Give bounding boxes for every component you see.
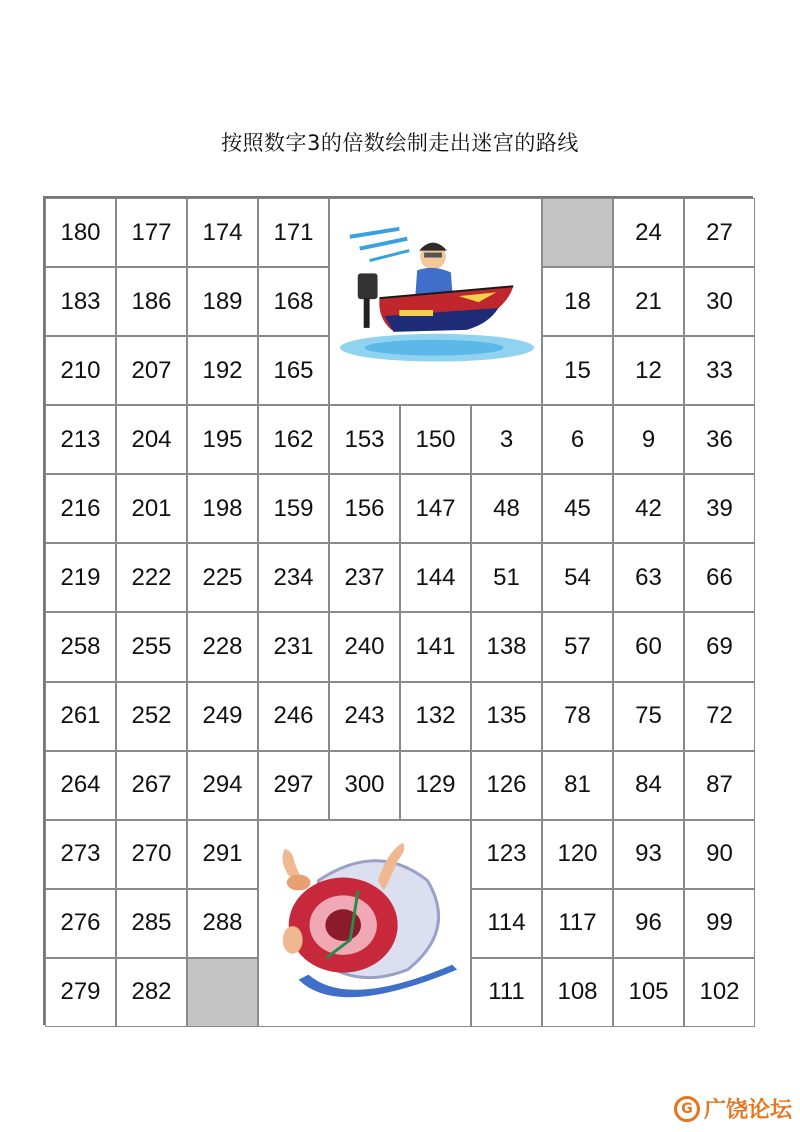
maze-cell[interactable]: 78 [542, 682, 613, 751]
maze-cell[interactable]: 192 [187, 336, 258, 405]
maze-cell[interactable]: 183 [45, 267, 116, 336]
maze-cell[interactable]: 141 [400, 612, 471, 681]
maze-cell[interactable]: 159 [258, 474, 329, 543]
maze-cell[interactable]: 288 [187, 889, 258, 958]
maze-cell[interactable]: 270 [116, 820, 187, 889]
maze-cell[interactable]: 72 [684, 682, 755, 751]
maze-cell[interactable]: 75 [613, 682, 684, 751]
maze-cell[interactable]: 300 [329, 751, 400, 820]
maze-cell[interactable]: 3 [471, 405, 542, 474]
maze-cell[interactable]: 135 [471, 682, 542, 751]
maze-cell[interactable]: 252 [116, 682, 187, 751]
maze-cell[interactable]: 189 [187, 267, 258, 336]
maze-cell[interactable]: 18 [542, 267, 613, 336]
maze-cell[interactable]: 69 [684, 612, 755, 681]
maze-cell[interactable]: 276 [45, 889, 116, 958]
site-logo [674, 1093, 792, 1124]
maze-cell[interactable]: 117 [542, 889, 613, 958]
maze-cell[interactable]: 24 [613, 198, 684, 267]
maze-cell[interactable]: 174 [187, 198, 258, 267]
maze-cell[interactable]: 66 [684, 543, 755, 612]
maze-cell[interactable]: 60 [613, 612, 684, 681]
maze-cell[interactable]: 54 [542, 543, 613, 612]
maze-grid [43, 196, 753, 1025]
maze-cell[interactable]: 249 [187, 682, 258, 751]
maze-cell[interactable]: 168 [258, 267, 329, 336]
maze-cell[interactable]: 186 [116, 267, 187, 336]
maze-cell[interactable]: 39 [684, 474, 755, 543]
maze-cell[interactable]: 264 [45, 751, 116, 820]
maze-cell[interactable]: 84 [613, 751, 684, 820]
maze-cell[interactable]: 87 [684, 751, 755, 820]
maze-cell[interactable]: 255 [116, 612, 187, 681]
maze-cell[interactable]: 42 [613, 474, 684, 543]
maze-cell[interactable]: 36 [684, 405, 755, 474]
maze-cell[interactable]: 204 [116, 405, 187, 474]
maze-cell[interactable]: 48 [471, 474, 542, 543]
maze-cell[interactable]: 162 [258, 405, 329, 474]
maze-cell[interactable]: 240 [329, 612, 400, 681]
maze-cell[interactable]: 45 [542, 474, 613, 543]
maze-cell[interactable]: 99 [684, 889, 755, 958]
maze-cell[interactable]: 150 [400, 405, 471, 474]
maze-cell[interactable]: 6 [542, 405, 613, 474]
maze-cell[interactable]: 21 [613, 267, 684, 336]
maze-cell[interactable]: 213 [45, 405, 116, 474]
tube-rider-picture [258, 820, 471, 1027]
maze-cell[interactable]: 120 [542, 820, 613, 889]
maze-cell[interactable]: 138 [471, 612, 542, 681]
maze-cell[interactable]: 219 [45, 543, 116, 612]
maze-cell[interactable]: 144 [400, 543, 471, 612]
maze-cell[interactable]: 111 [471, 958, 542, 1027]
maze-cell[interactable]: 231 [258, 612, 329, 681]
maze-cell[interactable]: 237 [329, 543, 400, 612]
maze-cell[interactable]: 198 [187, 474, 258, 543]
maze-cell[interactable]: 123 [471, 820, 542, 889]
maze-cell[interactable]: 129 [400, 751, 471, 820]
maze-cell[interactable]: 96 [613, 889, 684, 958]
maze-cell[interactable]: 15 [542, 336, 613, 405]
maze-cell[interactable]: 108 [542, 958, 613, 1027]
maze-cell[interactable]: 258 [45, 612, 116, 681]
maze-cell[interactable]: 81 [542, 751, 613, 820]
maze-cell[interactable]: 105 [613, 958, 684, 1027]
maze-cell[interactable]: 210 [45, 336, 116, 405]
maze-cell[interactable]: 291 [187, 820, 258, 889]
maze-cell[interactable]: 51 [471, 543, 542, 612]
maze-cell[interactable]: 273 [45, 820, 116, 889]
maze-cell[interactable]: 285 [116, 889, 187, 958]
maze-cell[interactable]: 30 [684, 267, 755, 336]
maze-cell[interactable]: 177 [116, 198, 187, 267]
maze-cell[interactable]: 222 [116, 543, 187, 612]
maze-cell[interactable]: 132 [400, 682, 471, 751]
maze-cell[interactable]: 153 [329, 405, 400, 474]
maze-cell[interactable]: 294 [187, 751, 258, 820]
maze-gray-cell[interactable] [187, 958, 258, 1027]
maze-cell[interactable]: 63 [613, 543, 684, 612]
maze-cell[interactable]: 180 [45, 198, 116, 267]
maze-cell[interactable]: 216 [45, 474, 116, 543]
maze-cell[interactable]: 171 [258, 198, 329, 267]
maze-cell[interactable]: 165 [258, 336, 329, 405]
maze-cell[interactable]: 156 [329, 474, 400, 543]
maze-cell[interactable]: 147 [400, 474, 471, 543]
maze-cell[interactable]: 102 [684, 958, 755, 1027]
maze-cell[interactable]: 33 [684, 336, 755, 405]
maze-cell[interactable]: 207 [116, 336, 187, 405]
maze-cell[interactable]: 57 [542, 612, 613, 681]
maze-gray-cell[interactable] [542, 198, 613, 267]
speedboat-picture [329, 198, 542, 405]
maze-cell[interactable]: 282 [116, 958, 187, 1027]
maze-cell[interactable]: 234 [258, 543, 329, 612]
maze-cell[interactable]: 195 [187, 405, 258, 474]
maze-cell[interactable]: 267 [116, 751, 187, 820]
maze-cell[interactable]: 93 [613, 820, 684, 889]
maze-cell[interactable]: 126 [471, 751, 542, 820]
maze-cell[interactable]: 9 [613, 405, 684, 474]
maze-cell[interactable]: 90 [684, 820, 755, 889]
maze-cell[interactable]: 114 [471, 889, 542, 958]
maze-cell[interactable]: 225 [187, 543, 258, 612]
maze-cell[interactable]: 201 [116, 474, 187, 543]
maze-cell[interactable]: 246 [258, 682, 329, 751]
maze-cell[interactable]: 279 [45, 958, 116, 1027]
logo-text: 广饶论坛 [703, 1098, 792, 1123]
page-title: 按照数字3的倍数绘制走出迷宫的路线 [221, 131, 579, 155]
maze-cell[interactable]: 27 [684, 198, 755, 267]
circle-logo-icon: G [674, 1096, 700, 1122]
maze-cell[interactable]: 243 [329, 682, 400, 751]
maze-cell[interactable]: 297 [258, 751, 329, 820]
maze-cell[interactable]: 12 [613, 336, 684, 405]
maze-cell[interactable]: 228 [187, 612, 258, 681]
maze-cell[interactable]: 261 [45, 682, 116, 751]
